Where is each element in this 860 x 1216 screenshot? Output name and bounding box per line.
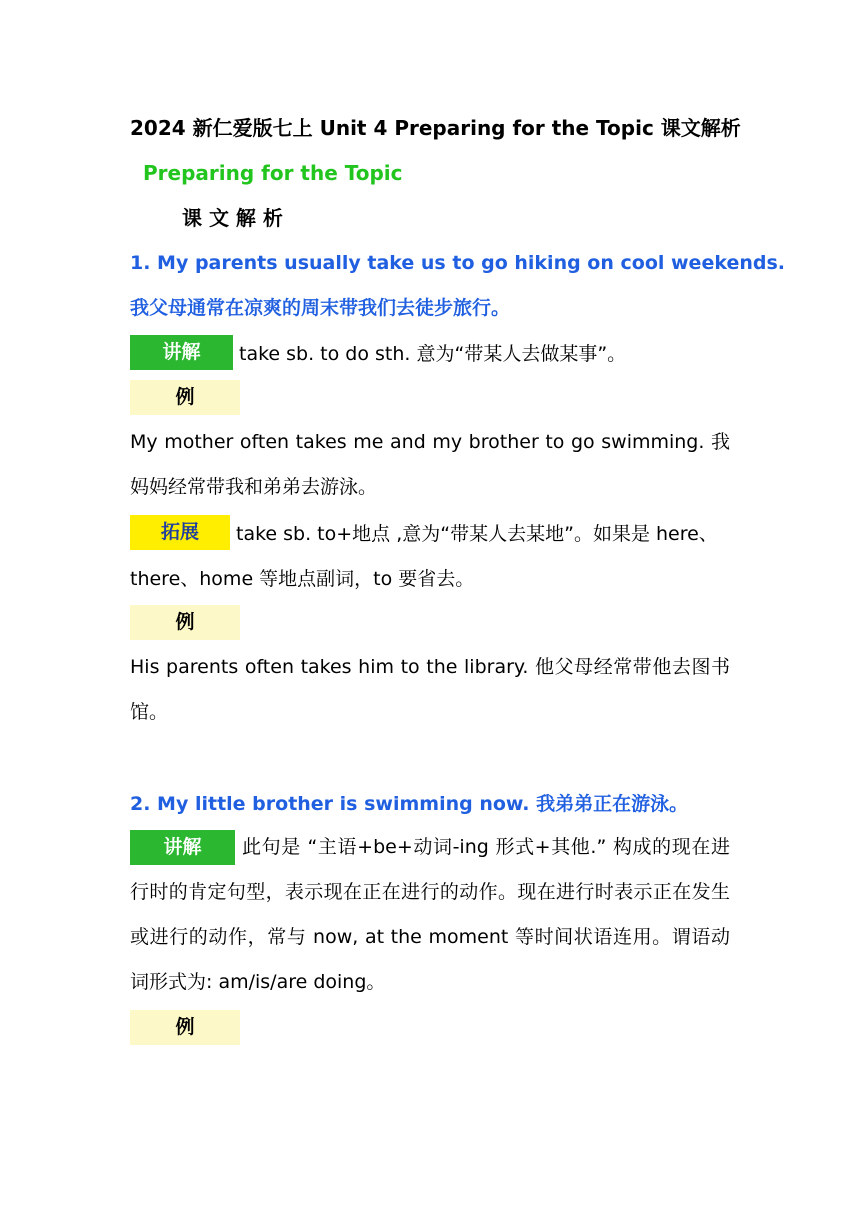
item-1-extend-row: [130, 515, 718, 550]
example-label: 例: [130, 605, 240, 640]
item-2-example-row: [130, 1010, 240, 1045]
item-2-explain-text: 此句是 “主语+be+动词-ing 形式+其他.” 构成的现在进行时的肯定句型，表示现在正在进行的动作。现在进行时表示正在发生或进行的动作，常与 now, at the moment 等时间状语连用。谓语动词形式为: am/is/are doing。: [130, 836, 730, 993]
extend-label: 拓展: [130, 515, 230, 550]
item-1-explain-row: [130, 335, 626, 370]
document-title: 2024 新仁爱版七上 Unit 4 Preparing for the Topic 课文解析: [130, 116, 741, 140]
item-1-example2-row: [130, 605, 240, 640]
item-1-sentence-en: 1. My parents usually take us to go hiking on cool weekends.: [130, 252, 785, 274]
example-label: 例: [130, 1010, 240, 1045]
analysis-heading: 课 文 解 析: [182, 206, 283, 230]
item-1-extend-text-cont: there、home 等地点副词，to 要省去。: [130, 568, 475, 590]
item-1-example-text: My mother often takes me and my brother to go swimming. 我妈妈经常带我和弟弟去游泳。: [130, 431, 730, 498]
item-1-sentence-zh: 我父母通常在凉爽的周末带我们去徒步旅行。: [130, 297, 511, 319]
item-1-example-row: [130, 380, 240, 415]
section-title: Preparing for the Topic: [143, 161, 403, 185]
item-1-extend-text: take sb. to+地点 ,意为“带某人去某地”。如果是 here、: [236, 523, 718, 545]
explain-label: 讲解: [130, 335, 233, 370]
explain-label: 讲解: [130, 830, 235, 865]
item-1-example2-text: His parents often takes him to the library. 他父母经常带他去图书馆。: [130, 656, 730, 723]
example-label: 例: [130, 380, 240, 415]
item-1-explain-text: take sb. to do sth. 意为“带某人去做某事”。: [239, 343, 627, 365]
item-2-sentence: 2. My little brother is swimming now. 我弟弟正在游泳。: [130, 793, 689, 815]
